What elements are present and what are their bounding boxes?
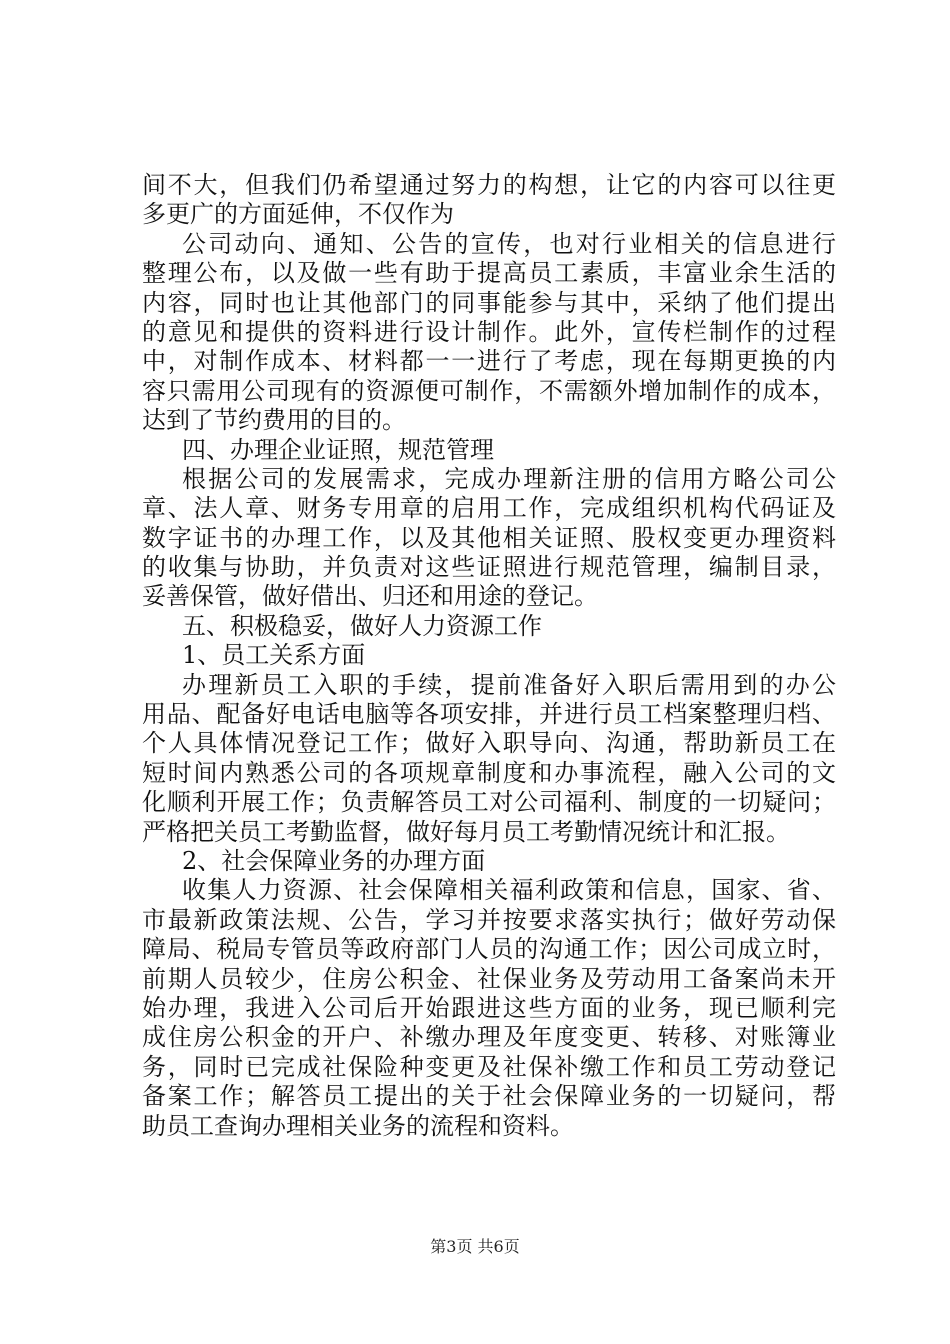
text-line: 务，同时已完成社保险种变更及社保补缴工作和员工劳动登记 [142, 1052, 836, 1081]
subsection-heading [142, 847, 836, 876]
text-line: 章、法人章、财务专用章的启用工作，完成组织机构代码证及 [142, 494, 836, 523]
section-heading [142, 436, 836, 465]
page-number-footer: 第3页 共6页 [430, 1237, 520, 1256]
text-line: 办理新员工入职的手续，提前准备好入职后需用到的办公 [182, 670, 836, 699]
text-line: 化顺利开展工作；负责解答员工对公司福利、制度的一切疑问； [142, 788, 836, 817]
text-line: 的收集与协助，并负责对这些证照进行规范管理，编制目录， [142, 553, 836, 582]
paragraph [142, 671, 836, 847]
text-line: 四、办理企业证照，规范管理 [182, 435, 494, 464]
text-line: 多更广的方面延伸，不仅作为 [142, 200, 454, 229]
text-line: 收集人力资源、社会保障相关福利政策和信息，国家、省、 [182, 876, 836, 905]
document-body [142, 171, 836, 1141]
text-line: 数字证书的办理工作，以及其他相关证照、股权变更办理资料 [142, 523, 836, 552]
text-line: 短时间内熟悉公司的各项规章制度和办事流程，融入公司的文 [142, 758, 836, 787]
text-line: 2、社会保障业务的办理方面 [182, 846, 486, 875]
paragraph [142, 876, 836, 1141]
text-line: 1、员工关系方面 [182, 641, 366, 670]
text-line: 障局、税局专管员等政府部门人员的沟通工作；因公司成立时， [142, 935, 836, 964]
text-line: 中，对制作成本、材料都一一进行了考虑，现在每期更换的内 [142, 347, 836, 376]
text-line: 助员工查询办理相关业务的流程和资料。 [142, 1111, 574, 1140]
text-line: 妥善保管，做好借出、归还和用途的登记。 [142, 582, 598, 611]
text-line: 内容，同时也让其他部门的同事能参与其中，采纳了他们提出 [142, 288, 836, 317]
text-line: 成住房公积金的开户、补缴办理及年度变更、转移、对账簿业 [142, 1023, 836, 1052]
subsection-heading [142, 641, 836, 670]
text-line: 市最新政策法规、公告，学习并按要求落实执行；做好劳动保 [142, 905, 836, 934]
text-line: 五、积极稳妥，做好人力资源工作 [182, 611, 542, 640]
text-line: 备案工作；解答员工提出的关于社会保障业务的一切疑问，帮 [142, 1082, 836, 1111]
paragraph [142, 171, 836, 230]
text-line: 用品、配备好电话电脑等各项安排，并进行员工档案整理归档、 [142, 700, 836, 729]
paragraph [142, 465, 836, 612]
text-line: 严格把关员工考勤监督，做好每月员工考勤情况统计和汇报。 [142, 817, 790, 846]
text-line: 的意见和提供的资料进行设计制作。此外，宣传栏制作的过程 [142, 317, 836, 346]
text-line: 整理公布，以及做一些有助于提高员工素质，丰富业余生活的 [142, 259, 836, 288]
text-line: 达到了节约费用的目的。 [142, 406, 406, 435]
text-line: 间不大，但我们仍希望通过努力的构想，让它的内容可以往更 [142, 171, 836, 199]
text-line: 根据公司的发展需求，完成办理新注册的信用方略公司公 [182, 464, 836, 493]
paragraph [142, 230, 836, 436]
text-line: 始办理，我进入公司后开始跟进这些方面的业务，现已顺利完 [142, 993, 836, 1022]
text-line: 前期人员较少，住房公积金、社保业务及劳动用工备案尚未开 [142, 964, 836, 993]
text-line: 容只需用公司现有的资源便可制作，不需额外增加制作的成本， [142, 376, 836, 405]
text-line: 个人具体情况登记工作；做好入职导向、沟通，帮助新员工在 [142, 729, 836, 758]
text-line: 公司动向、通知、公告的宣传，也对行业相关的信息进行 [182, 229, 836, 258]
section-heading [142, 612, 836, 641]
